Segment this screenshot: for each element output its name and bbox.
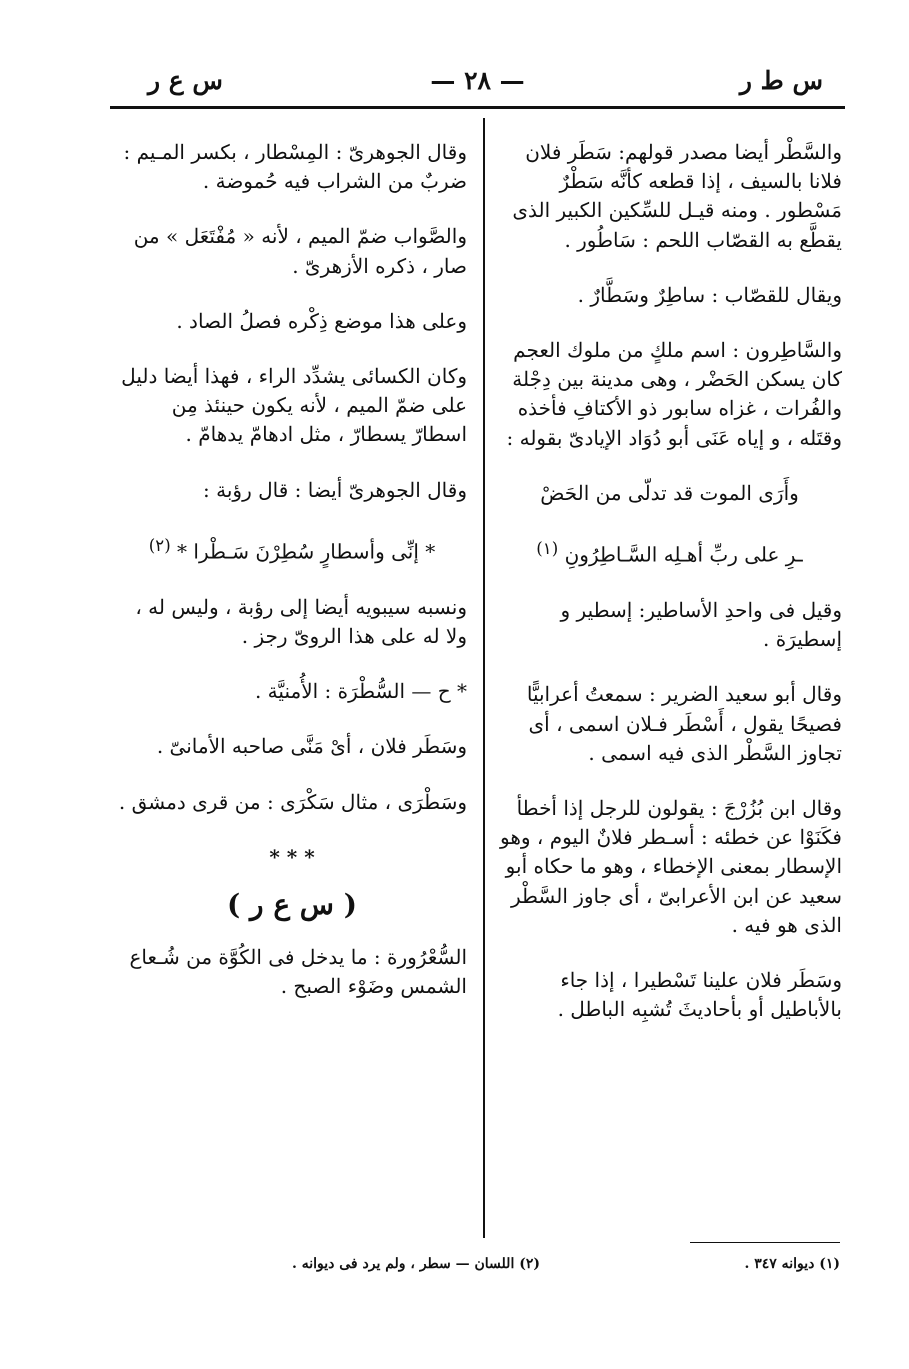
paragraph: وقال الجوهرىّ : المِسْطار ، بكسر المـيم : ضربٌ من الشراب فيه حُموضة . xyxy=(123,140,467,194)
footnote-marker: (٢) xyxy=(148,535,171,555)
page-number: — ٢٨ — xyxy=(430,66,525,95)
paragraph: وسَطَر فلان علينا تَسْطيرا ، إذا جاء بالأباطيل أو بأحاديثَ تُشبِه الباطل . xyxy=(557,967,842,1022)
paragraph: * ح — السُّطْرَة : الأُمنيَّة . xyxy=(254,679,467,704)
paragraph: وقيل فى واحدِ الأساطير: إسطير و إسطيرَة . xyxy=(560,597,842,652)
footnote-rule xyxy=(690,1242,840,1243)
footnote-1: (١) ديوانه ٣٤٧ . xyxy=(744,1256,840,1272)
paragraph: والسَّاطِرون : اسم ملكٍ من ملوك العجم كان يسكن الحَضْر ، وهى مدينة بين دِجْلة والفُرات ، غزاه سابور ذو الأكتافِ فأخذه وقتَله ، و إياه عَنَى أبو دُوَاد الإيادىّ بقوله : xyxy=(506,338,842,450)
paragraph: وعلى هذا موضع ذِكْره فصلُ الصاد . xyxy=(176,308,467,333)
paragraph: وقال ابن بُزُرْجَ : يقولون للرجل إذا أخطأ فكَنَوْا عن خطئه : أسـطر فلانٌ اليوم ، وهو الإسطار بمعنى الإخطاء ، وهو ما حكاه أبو سعيد عن ابن الأعرابىّ ، أى جاوز السَّطْر الذى هو فيه . xyxy=(499,795,842,937)
verse-line: وأَرَى الموت قد تدلّى من الحَضْ xyxy=(540,480,799,505)
column-divider xyxy=(483,118,485,1238)
footnote-2: (٢) اللسان — سطر ، ولم يرد فى ديوانه . xyxy=(291,1256,540,1272)
running-head-root-right: س ط ر xyxy=(739,66,823,95)
running-head-root-left: س ع ر xyxy=(148,66,223,95)
paragraph: والسَّطْر أيضا مصدر قولهم: سَطَر فلان فلانا بالسيف ، إذا قطعه كأنَّه سَطْرٌ مَسْطور . ومنه قيـل للسِّكين الكبير الذى يقطَّع به القصّاب اللحم : سَاطُور . xyxy=(512,140,842,252)
paragraph: ويقال للقصّاب : ساطِرٌ وسَطَّارٌ . xyxy=(577,282,842,307)
paragraph: وقال الجوهرىّ أيضا : قال رؤبة : xyxy=(203,477,467,502)
paragraph: وكان الكسائى يشدِّد الراء ، فهذا أيضا دليل على ضمّ الميم ، لأنه يكون حينئذ مِن اسطارّ يسطارّ ، مثل ادهامّ يدهامّ . xyxy=(121,364,467,447)
section-heading: ( س ع ر ) xyxy=(227,887,357,921)
header-rule xyxy=(110,106,845,109)
section-separator: * * * xyxy=(269,844,315,869)
running-head xyxy=(110,66,845,106)
paragraph: السُّعْرُورة : ما يدخل فى الكُوَّة من شُـعاع الشمس وضَوْء الصبح . xyxy=(129,945,467,999)
paragraph: والصَّواب ضمّ الميم ، لأنه « مُفْتَعَل » من صار ، ذكره الأزهرىّ . xyxy=(133,224,467,278)
paragraph: ونسبه سيبويه أيضا إلى رؤبة ، وليس له ، ولا له على هذا الروىّ رجز . xyxy=(135,594,467,648)
right-column xyxy=(497,138,842,1050)
verse-line xyxy=(117,531,467,567)
verse-line xyxy=(497,534,842,570)
paragraph: وسَطَر فلان ، أىْ مَنَّى صاحبه الأمانىّ . xyxy=(156,734,467,759)
verse-text: ـرِ على ربِّ أهـلِه السَّـاطِرُونِ xyxy=(564,542,803,567)
verse-text: * إنِّى وأسطارٍ سُطِرْنَ سَـطْرا * xyxy=(177,539,436,564)
paragraph: وقال أبو سعيد الضرير : سمعتُ أعرابيًّا فصيحًا يقول ، أَسْطَر فـلان اسمى ، أى تجاوز السَّطْر الذى فيه اسمى . xyxy=(526,682,842,765)
left-column xyxy=(117,138,467,1028)
footnotes xyxy=(115,1256,840,1282)
footnote-marker: (١) xyxy=(536,539,559,559)
paragraph: وسَطْرَى ، مثال سَكْرَى : من قرى دمشق . xyxy=(118,789,467,814)
